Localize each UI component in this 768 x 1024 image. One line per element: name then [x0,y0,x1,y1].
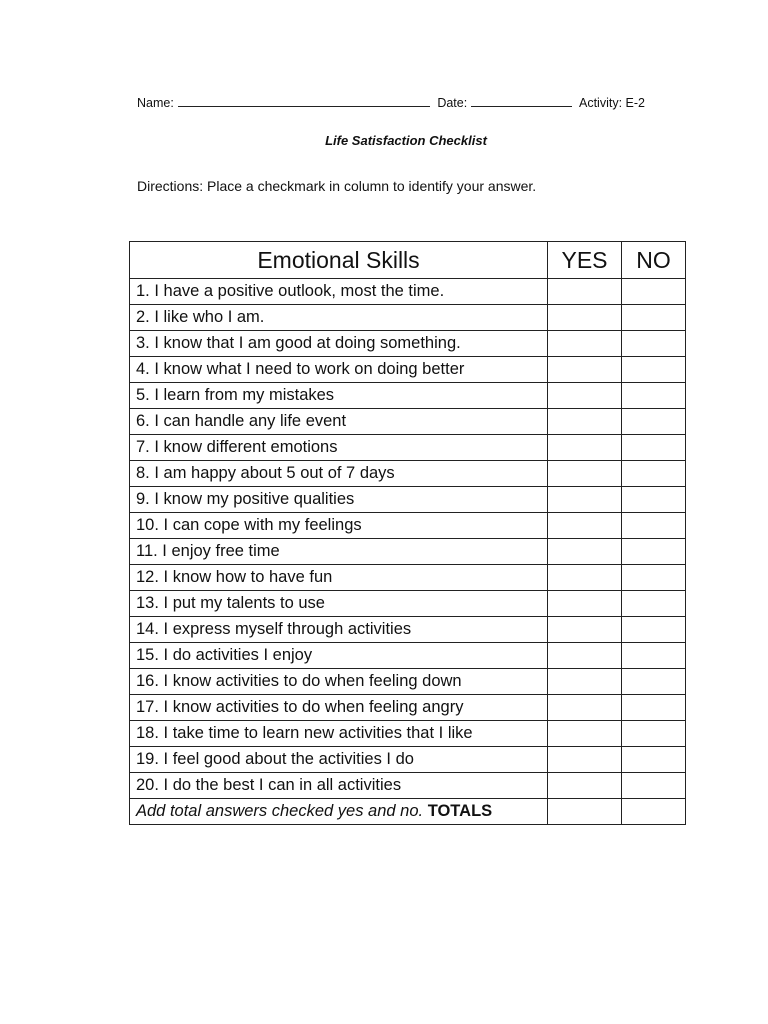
table-row [130,513,686,539]
yes-checkbox-cell[interactable] [548,747,622,773]
name-label: Name: [137,96,174,110]
yes-checkbox-cell[interactable] [548,591,622,617]
skill-item-label: 6. I can handle any life event [130,409,548,435]
column-header-no: NO [622,242,686,279]
no-checkbox-cell[interactable] [622,617,686,643]
header-fields [137,94,677,110]
skill-item-label: 18. I take time to learn new activities that I like [130,721,548,747]
yes-checkbox-cell[interactable] [548,669,622,695]
no-checkbox-cell[interactable] [622,305,686,331]
no-checkbox-cell[interactable] [622,435,686,461]
table-row [130,461,686,487]
no-checkbox-cell[interactable] [622,539,686,565]
activity-label: Activity: E-2 [579,96,645,110]
yes-checkbox-cell[interactable] [548,409,622,435]
yes-checkbox-cell[interactable] [548,331,622,357]
no-checkbox-cell[interactable] [622,357,686,383]
no-checkbox-cell[interactable] [622,695,686,721]
no-checkbox-cell[interactable] [622,279,686,305]
no-checkbox-cell[interactable] [622,669,686,695]
skill-item-label: 20. I do the best I can in all activities [130,773,548,799]
no-checkbox-cell[interactable] [622,643,686,669]
yes-checkbox-cell[interactable] [548,695,622,721]
column-header-yes: YES [548,242,622,279]
table-row [130,721,686,747]
yes-checkbox-cell[interactable] [548,643,622,669]
yes-checkbox-cell[interactable] [548,383,622,409]
skill-item-label: 3. I know that I am good at doing something. [130,331,548,357]
checklist-table [129,241,686,825]
totals-instruction: Add total answers checked yes and no. [136,802,424,820]
table-row [130,357,686,383]
skill-item-label: 19. I feel good about the activities I do [130,747,548,773]
skill-item-label: 17. I know activities to do when feeling angry [130,695,548,721]
skill-item-label: 4. I know what I need to work on doing better [130,357,548,383]
yes-checkbox-cell[interactable] [548,513,622,539]
table-row [130,539,686,565]
yes-checkbox-cell[interactable] [548,617,622,643]
skill-item-label: 15. I do activities I enjoy [130,643,548,669]
table-row [130,305,686,331]
yes-checkbox-cell[interactable] [548,305,622,331]
no-checkbox-cell[interactable] [622,773,686,799]
totals-row [130,799,686,825]
yes-checkbox-cell[interactable] [548,357,622,383]
yes-checkbox-cell[interactable] [548,565,622,591]
table-header-row [130,242,686,279]
skill-item-label: 12. I know how to have fun [130,565,548,591]
skill-item-label: 13. I put my talents to use [130,591,548,617]
skill-item-label: 10. I can cope with my feelings [130,513,548,539]
yes-checkbox-cell[interactable] [548,721,622,747]
skill-item-label: 11. I enjoy free time [130,539,548,565]
no-checkbox-cell[interactable] [622,591,686,617]
directions-text: Directions: Place a checkmark in column to identify your answer. [137,178,537,194]
date-label: Date: [437,96,468,110]
column-header-skills: Emotional Skills [130,242,548,279]
table-row [130,565,686,591]
totals-no-cell[interactable] [622,799,686,825]
yes-checkbox-cell[interactable] [548,279,622,305]
no-checkbox-cell[interactable] [622,331,686,357]
table-row [130,435,686,461]
totals-label-cell [130,799,548,825]
table-row [130,643,686,669]
table-row [130,591,686,617]
totals-yes-cell[interactable] [548,799,622,825]
skill-item-label: 1. I have a positive outlook, most the time. [130,279,548,305]
skill-item-label: 7. I know different emotions [130,435,548,461]
table-row [130,747,686,773]
table-row [130,669,686,695]
skill-item-label: 14. I express myself through activities [130,617,548,643]
page-title: Life Satisfaction Checklist [325,133,487,148]
no-checkbox-cell[interactable] [622,461,686,487]
skill-item-label: 2. I like who I am. [130,305,548,331]
table-row [130,279,686,305]
skill-item-label: 8. I am happy about 5 out of 7 days [130,461,548,487]
yes-checkbox-cell[interactable] [548,461,622,487]
table-row [130,409,686,435]
no-checkbox-cell[interactable] [622,383,686,409]
totals-label: TOTALS [427,802,493,820]
no-checkbox-cell[interactable] [622,747,686,773]
date-field[interactable] [471,94,572,107]
yes-checkbox-cell[interactable] [548,773,622,799]
table-row [130,773,686,799]
no-checkbox-cell[interactable] [622,565,686,591]
table-row [130,383,686,409]
yes-checkbox-cell[interactable] [548,539,622,565]
yes-checkbox-cell[interactable] [548,435,622,461]
skill-item-label: 5. I learn from my mistakes [130,383,548,409]
name-field[interactable] [178,94,430,107]
table-row [130,695,686,721]
no-checkbox-cell[interactable] [622,487,686,513]
yes-checkbox-cell[interactable] [548,487,622,513]
no-checkbox-cell[interactable] [622,409,686,435]
no-checkbox-cell[interactable] [622,721,686,747]
skill-item-label: 16. I know activities to do when feeling down [130,669,548,695]
table-row [130,331,686,357]
table-row [130,487,686,513]
skill-item-label: 9. I know my positive qualities [130,487,548,513]
no-checkbox-cell[interactable] [622,513,686,539]
table-row [130,617,686,643]
